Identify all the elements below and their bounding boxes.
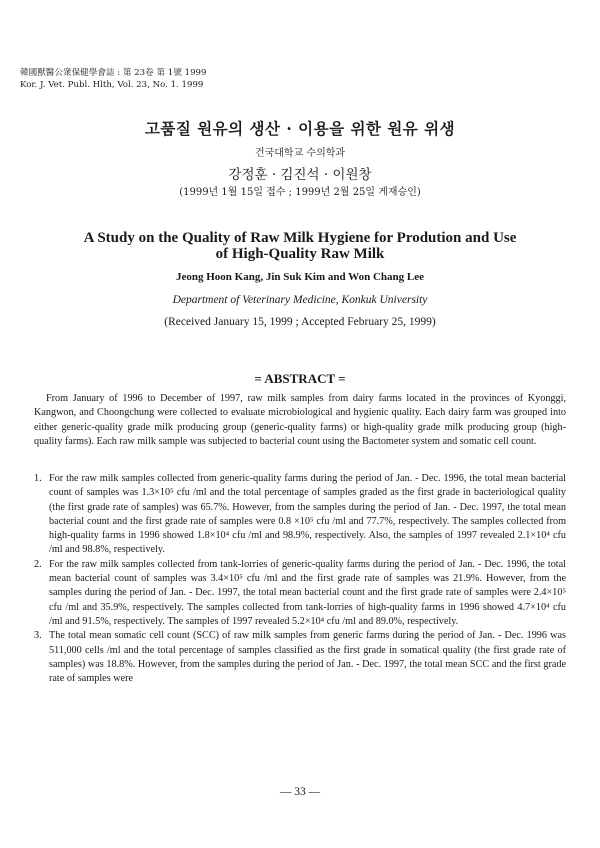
abstract-heading: = ABSTRACT = — [254, 371, 346, 386]
english-authors: Jeong Hoon Kang, Jin Suk Kim and Won Chang Lee — [176, 271, 424, 283]
abstract-finding-item — [34, 472, 566, 558]
korean-title: 고품질 원유의 생산 · 이용을 위한 원유 위생 — [144, 119, 456, 138]
abstract-finding-item — [34, 629, 566, 686]
english-title-line-2: of High-Quality Raw Milk — [215, 246, 385, 262]
english-title-line-1: A Study on the Quality of Raw Milk Hygiene for Prodution and Use — [83, 230, 517, 246]
korean-received-date: (1999년 1월 15일 접수 ; 1999년 2월 25일 게재승인) — [179, 187, 421, 198]
finding-text: For the raw milk samples collected from tank-lorries of generic-quality farms during the period of Jan. - Dec. 1996, the total mean bacterial count of samples was 3.4×10⁵ cfu /ml and the first grade rate of samples was 21.9%. However, from the samples during the period of Jan. - Dec. 1997, the total mean bacterial count and the first grade rate of samples were 2.4×10⁵ cfu /ml and 35.9%, respectively. The samples collected from tank-lorries of high-quality farms in 1996 showed 4.7×10⁴ cfu /ml and 91.5%, respectively. The samples of 1997 revealed 5.2×10⁴ cfu /ml and 89.0%, respectively. — [49, 558, 566, 627]
korean-department: 건국대학교 수의학과 — [254, 148, 346, 159]
finding-text: For the raw milk samples collected from generic-quality farms during the period of Jan. - Dec. 1996, the total mean bacterial count of samples was 1.3×10⁵ cfu /ml and the total percentage of samples graded as the first grade in bacteriological quality (the first grade rate of samples) was 65.7%. However, from the samples during the period of Jan. - Dec. 1997, the total mean bacterial count and the first grade rate of samples were 0.8 ×10⁵ cfu /ml and 77.7%, respectively. The samples collected from high-quality farms in 1996 showed 1.8×10⁴ cfu /ml and 98.9%, respectively. Also, the samples of 1997 revealed 2.1×10⁴ cfu /ml and 98.8%, respectively. — [49, 473, 566, 556]
finding-number: 3. — [34, 630, 42, 642]
korean-authors: 강정훈 · 김진석 · 이원창 — [228, 167, 372, 183]
english-department: Department of Veterinary Medicine, Konkuk University — [172, 294, 428, 306]
finding-number: 1. — [34, 473, 42, 484]
abstract-intro: From January of 1996 to December of 1997, raw milk samples from dairy farms located in the provinces of Kyonggi, Kangwon, and Choongchung were collected to evaluate microbiological and hygienic quality. Each dairy farm was grouped into either generic-quality grade milk producing group (generic-quality farms) or high-quality grade milk producing group (high-quality farms). Each raw milk sample was subjected to bacterial count using the Bactometer system and somatic cell count. — [34, 393, 566, 447]
abstract-findings-list — [34, 472, 566, 686]
finding-number: 2. — [34, 558, 42, 570]
page-number: — 33 — — [279, 786, 321, 798]
journal-citation-korean: 韓國獸醫公衆保健學會誌 : 第 23卷 第 1號 1999 — [20, 68, 207, 78]
abstract-finding-item — [34, 558, 566, 629]
journal-citation-english: Kor. J. Vet. Publ. Hlth, Vol. 23, No. 1. 1999 — [20, 79, 204, 90]
finding-text: The total mean somatic cell count (SCC) of raw milk samples from generic farms during the period of Jan. - Dec. 1996 was 511,000 cells /ml and the total percentage of samples classified as the first grade in somatical quality (the first grade rate of samples) was 18.8%. However, from the samples during the period of Jan. - Dec. 1997, the total mean SCC and the first grade rate of samples were — [49, 630, 566, 685]
journal-citation — [20, 68, 206, 91]
english-title — [30, 230, 570, 262]
english-received-date: (Received January 15, 1999 ; Accepted February 25, 1999) — [164, 316, 436, 328]
